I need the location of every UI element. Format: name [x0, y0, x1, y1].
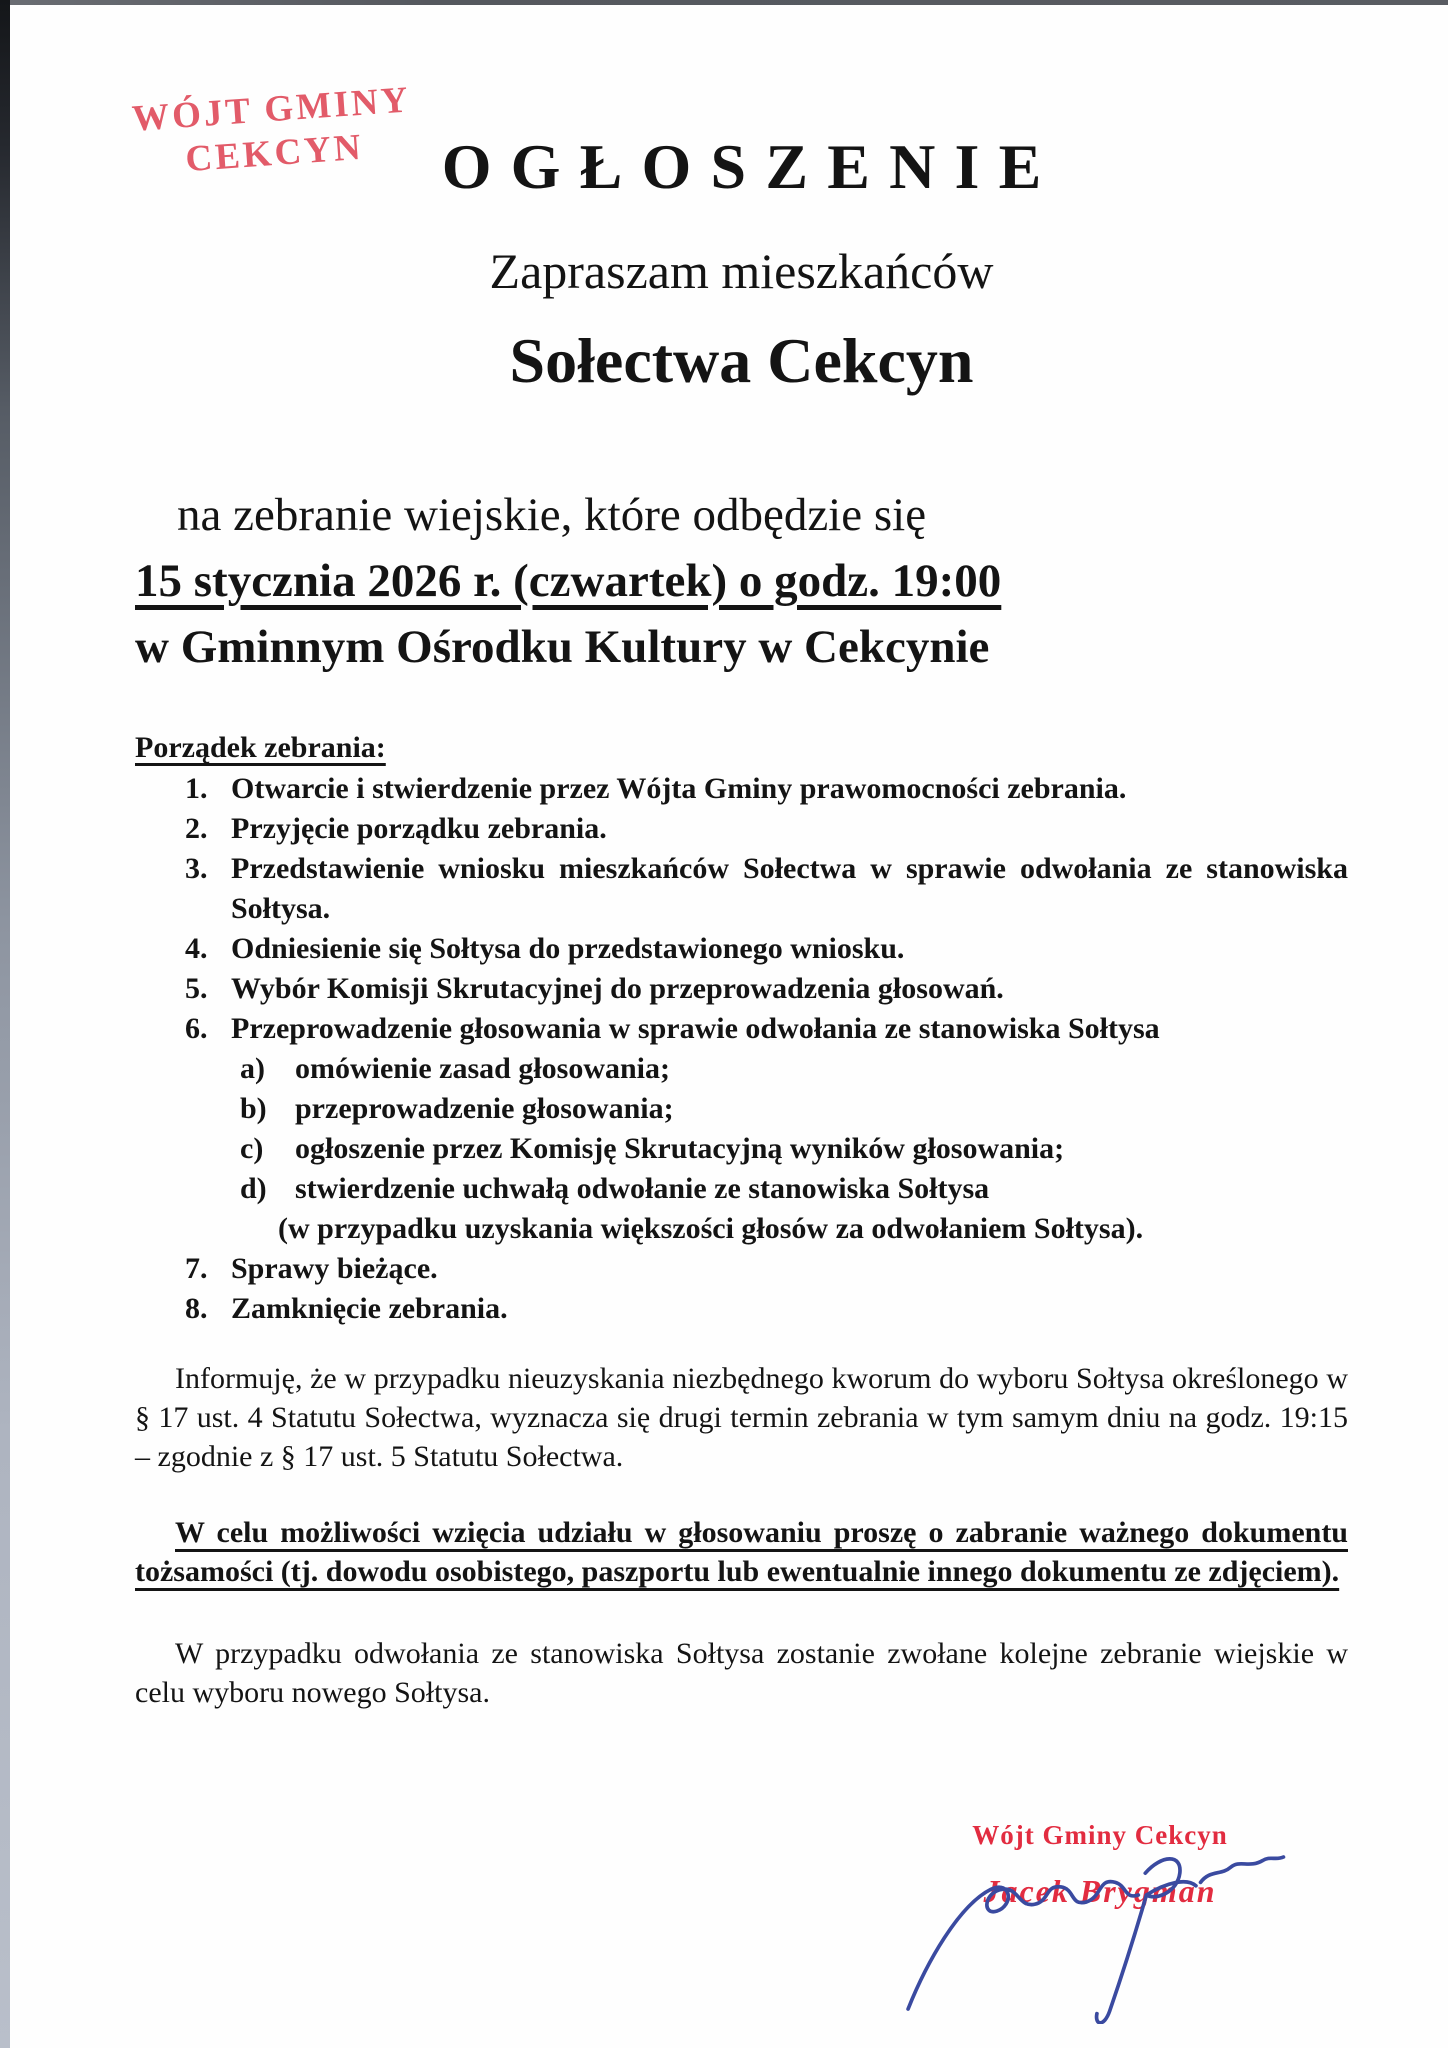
agenda-subitem-d: [240, 1169, 1348, 1209]
paragraph-recall-consequence: W przypadku odwołania ze stanowiska Sołtysa zostanie zwołane kolejne zebranie wiejskie w celu wyboru nowego Sołtysa.: [135, 1636, 1348, 1709]
agenda-section: [135, 728, 1348, 1329]
agenda-subitem-letter: a): [240, 1051, 265, 1085]
agenda-subitem-a: [240, 1049, 1348, 1089]
invite-line3-place: w Gminnym Ośrodku Kultury w Cekcynie: [135, 620, 990, 673]
agenda-subitem-text: omówienie zasad głosowania;: [295, 1051, 670, 1085]
agenda-item-5: [185, 969, 1348, 1009]
audience-title: Sołectwa Cekcyn: [509, 324, 974, 396]
agenda-item-text: Otwarcie i stwierdzenie przez Wójta Gminy prawomocności zebrania.: [231, 771, 1127, 805]
agenda-subitem-letter: c): [240, 1131, 264, 1165]
agenda-item-text: Sprawy bieżące.: [231, 1251, 438, 1285]
agenda-item-7: [185, 1249, 1348, 1289]
header-stamp-line1: WÓJT GMINY: [130, 79, 413, 140]
agenda-item-text: Zamknięcie zebrania.: [231, 1291, 508, 1325]
signature-stamp-title: Wójt Gminy Cekcyn: [972, 1820, 1228, 1850]
agenda-item-1: [185, 769, 1348, 809]
agenda-item-2: [185, 809, 1348, 849]
agenda-subitem-text: stwierdzenie uchwałą odwołanie ze stanowiska Sołtysa: [295, 1171, 990, 1205]
agenda-subitem-b: [240, 1089, 1348, 1129]
page-title: OGŁOSZENIE: [441, 131, 1061, 202]
header-stamp-line2: CEKCYN: [184, 126, 365, 180]
paragraph-quorum: Informuję, że w przypadku nieuzyskania niezbędnego kworum do wyboru Sołtysa określonego w § 17 ust. 4 Statutu Sołectwa, wyznacza się drugi termin zebrania w tym samym dniu na godz. 19:15 – zgodnie z § 17 ust. 5 Statutu Sołectwa.: [135, 1361, 1348, 1473]
agenda-item-8: [185, 1289, 1348, 1329]
agenda-list: [135, 769, 1348, 1329]
agenda-item-number: 4.: [185, 931, 208, 965]
intro-line: Zapraszam mieszkańców: [489, 242, 994, 299]
agenda-subitem-letter: b): [240, 1091, 267, 1125]
agenda-item-number: 6.: [185, 1011, 208, 1045]
agenda-item-text: Odniesienie się Sołtysa do przedstawionego wniosku.: [231, 931, 905, 965]
agenda-item-4: [185, 929, 1348, 969]
agenda-subitem-c: [240, 1129, 1348, 1169]
agenda-item-text: Przyjęcie porządku zebrania.: [231, 811, 607, 845]
agenda-item-number: 2.: [185, 811, 208, 845]
invite-line1: na zebranie wiejskie, które odbędzie się: [177, 488, 927, 541]
invite-block: [135, 482, 1348, 680]
agenda-item-number: 7.: [185, 1251, 208, 1285]
agenda-item-number: 5.: [185, 971, 208, 1005]
agenda-item-text: Wybór Komisji Skrutacyjnej do przeprowadzenia głosowań.: [231, 971, 1004, 1005]
agenda-subitem-text: przeprowadzenie głosowania;: [295, 1091, 674, 1125]
handwritten-signature-ink: [880, 1834, 1300, 2024]
agenda-item-3: [185, 849, 1348, 929]
agenda-item-6: [185, 1009, 1348, 1049]
paragraph-identity-requirement: W celu możliwości wzięcia udziału w głosowaniu proszę o zabranie ważnego dokumentu tożsamości (tj. dowodu osobistego, paszportu lub ewentualnie innego dokumentu ze zdjęciem).: [135, 1515, 1348, 1588]
signature-block: [935, 1820, 1265, 1910]
agenda-subitem-text: ogłoszenie przez Komisję Skrutacyjną wyników głosowania;: [295, 1131, 1065, 1165]
document-content: [0, 130, 1448, 1712]
agenda-item-number: 8.: [185, 1291, 208, 1325]
scan-top-edge: [0, 0, 1448, 5]
agenda-subitem-note: (w przypadku uzyskania większości głosów za odwołaniem Sołtysa).: [278, 1211, 1144, 1245]
agenda-item-text: Przedstawienie wniosku mieszkańców Sołectwa w sprawie odwołania ze stanowiska Sołtysa.: [231, 851, 1348, 925]
signature-stamp-name: Jacek Brygman: [983, 1873, 1217, 1909]
agenda-item-text: Przeprowadzenie głosowania w sprawie odwołania ze stanowiska Sołtysa: [231, 1011, 1160, 1045]
agenda-item-number: 1.: [185, 771, 208, 805]
agenda-heading: Porządek zebrania:: [135, 730, 386, 764]
agenda-item-number: 3.: [185, 851, 208, 885]
invite-line2-date: 15 stycznia 2026 r. (czwartek) o godz. 19:00: [135, 554, 1002, 607]
agenda-subitem-letter: d): [240, 1171, 267, 1205]
